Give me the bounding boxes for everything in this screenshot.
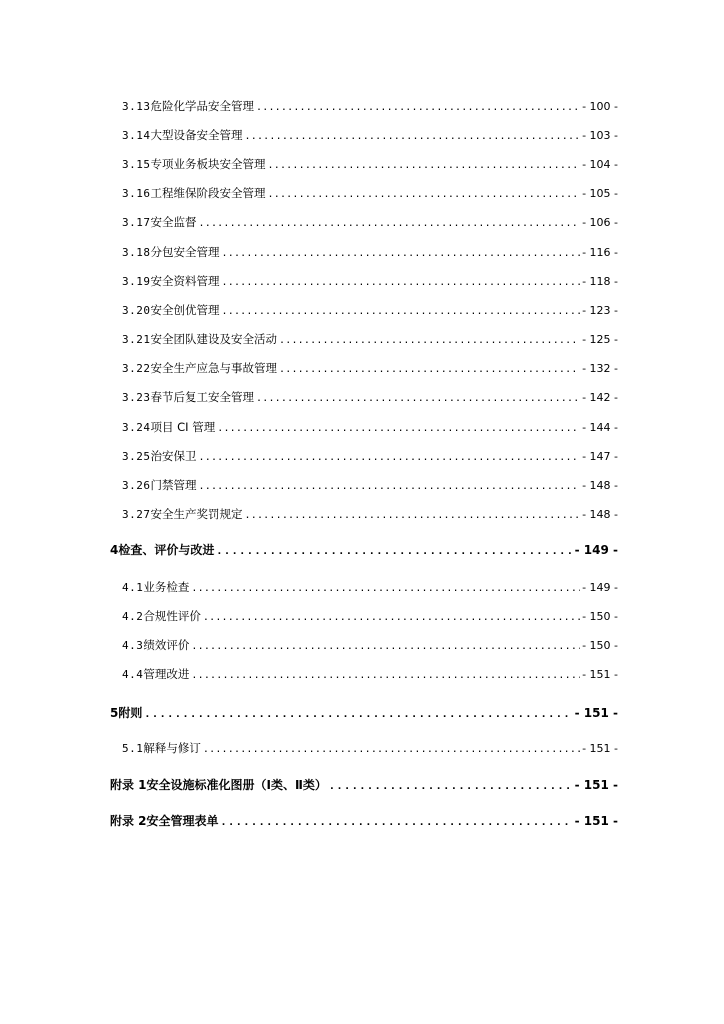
toc-entry-4-3[interactable]	[122, 637, 618, 655]
toc-entry-number: 3.13	[122, 100, 151, 113]
toc-entry-page: - 144 -	[582, 421, 618, 434]
toc-entry-title: 春节后复工安全管理	[150, 390, 254, 404]
toc-entry-number: 4.1	[122, 581, 144, 594]
dot-leader	[221, 815, 573, 831]
toc-entry-3-16[interactable]	[122, 185, 618, 203]
toc-chapter-number: 4	[110, 543, 119, 557]
toc-appendix-title: 安全设施标准化图册（Ⅰ类、Ⅱ类）	[146, 778, 327, 792]
toc-entry-3-14[interactable]	[122, 127, 618, 145]
toc-appendix-page: - 151 -	[574, 814, 618, 828]
toc-entry-title: 危险化学品安全管理	[150, 99, 254, 113]
toc-entry-number: 3.18	[122, 246, 151, 259]
toc-entry-page: - 116 -	[582, 246, 618, 259]
dot-leader	[222, 304, 581, 320]
dot-leader	[203, 610, 580, 626]
toc-entry-title: 绩效评价	[143, 638, 190, 652]
toc-appendix-title: 安全管理表单	[146, 814, 219, 828]
toc-entry-4-2[interactable]	[122, 608, 618, 626]
toc-entry-page: - 104 -	[582, 158, 618, 171]
toc-entry-number: 3.23	[122, 391, 151, 404]
toc-entry-title: 安全创优管理	[150, 303, 220, 317]
dot-leader	[268, 158, 581, 174]
toc-entry-page: - 103 -	[582, 129, 618, 142]
toc-entry-page: - 125 -	[582, 333, 618, 346]
dot-leader	[203, 742, 580, 758]
toc-entry-page: - 100 -	[582, 100, 618, 113]
toc-entry-title: 安全资料管理	[150, 274, 220, 288]
toc-appendix-2[interactable]	[110, 813, 618, 831]
toc-entry-page: - 151 -	[582, 668, 618, 681]
toc-entry-number: 3.24	[122, 421, 151, 434]
toc-entry-3-25[interactable]	[122, 448, 618, 466]
toc-entry-3-22[interactable]	[122, 360, 618, 378]
toc-chapter-page: - 149 -	[574, 543, 618, 557]
toc-entry-title: 安全团队建设及安全活动	[150, 332, 277, 346]
toc-entry-number: 4.3	[122, 639, 144, 652]
toc-entry-title: 业务检查	[143, 580, 190, 594]
toc-entry-number: 3.16	[122, 187, 151, 200]
toc-entry-3-15[interactable]	[122, 156, 618, 174]
toc-entry-4-1[interactable]	[122, 579, 618, 597]
toc-entry-title: 安全监督	[150, 215, 197, 229]
dot-leader	[191, 668, 580, 684]
toc-entry-page: - 106 -	[582, 216, 618, 229]
toc-entry-number: 3.27	[122, 508, 151, 521]
toc-entry-title: 管理改进	[143, 667, 190, 681]
toc-entry-3-13[interactable]	[122, 98, 618, 116]
dot-leader	[199, 216, 581, 232]
toc-entry-number: 5.1	[122, 742, 144, 755]
toc-entry-page: - 150 -	[582, 610, 618, 623]
dot-leader	[216, 544, 572, 560]
dot-leader	[329, 779, 573, 795]
toc-entry-page: - 142 -	[582, 391, 618, 404]
toc-entry-title: 门禁管理	[150, 478, 197, 492]
toc-entry-page: - 148 -	[582, 479, 618, 492]
dot-leader	[279, 333, 580, 349]
toc-chapter-4[interactable]	[110, 542, 618, 560]
toc-entry-page: - 105 -	[582, 187, 618, 200]
toc-entry-3-27[interactable]	[122, 506, 618, 524]
toc-entry-number: 4.2	[122, 610, 144, 623]
dot-leader	[217, 421, 580, 437]
toc-entry-title: 安全生产应急与事故管理	[150, 361, 277, 375]
toc-entry-3-24[interactable]	[122, 419, 618, 437]
toc-entry-number: 3.25	[122, 450, 151, 463]
toc-entry-title: 工程维保阶段安全管理	[150, 186, 266, 200]
dot-leader	[144, 707, 572, 723]
dot-leader	[245, 508, 581, 524]
toc-entry-number: 3.17	[122, 216, 151, 229]
toc-entry-3-21[interactable]	[122, 331, 618, 349]
dot-leader	[199, 450, 581, 466]
toc-entry-page: - 118 -	[582, 275, 618, 288]
toc-entry-page: - 147 -	[582, 450, 618, 463]
toc-entry-number: 3.19	[122, 275, 151, 288]
toc-entry-5-1[interactable]	[122, 740, 618, 758]
toc-entry-3-26[interactable]	[122, 477, 618, 495]
toc-appendix-number: 附录 2	[110, 814, 147, 828]
toc-appendix-1[interactable]	[110, 777, 618, 795]
dot-leader	[256, 391, 580, 407]
toc-entry-number: 3.21	[122, 333, 151, 346]
toc-chapter-title: 检查、评价与改进	[118, 543, 215, 557]
toc-entry-3-23[interactable]	[122, 389, 618, 407]
toc-entry-3-19[interactable]	[122, 273, 618, 291]
toc-entry-title: 分包安全管理	[150, 245, 220, 259]
toc-entry-number: 3.14	[122, 129, 151, 142]
dot-leader	[191, 639, 580, 655]
toc-entry-page: - 151 -	[582, 742, 618, 755]
toc-entry-page: - 123 -	[582, 304, 618, 317]
dot-leader	[222, 246, 581, 262]
dot-leader	[256, 100, 580, 116]
toc-chapter-number: 5	[110, 706, 119, 720]
toc-entry-number: 3.26	[122, 479, 151, 492]
toc-entry-number: 3.22	[122, 362, 151, 375]
toc-entry-title: 治安保卫	[150, 449, 197, 463]
dot-leader	[279, 362, 580, 378]
toc-entry-3-20[interactable]	[122, 302, 618, 320]
toc-chapter-page: - 151 -	[574, 706, 618, 720]
dot-leader	[222, 275, 581, 291]
toc-entry-number: 3.15	[122, 158, 151, 171]
dot-leader	[245, 129, 581, 145]
toc-entry-number: 4.4	[122, 668, 144, 681]
dot-leader	[199, 479, 581, 495]
toc-entry-title: 解释与修订	[143, 741, 201, 755]
toc-entry-title: 项目 CI 管理	[150, 420, 216, 434]
toc-entry-title: 安全生产奖罚规定	[150, 507, 243, 521]
toc-entry-page: - 150 -	[582, 639, 618, 652]
toc-entry-page: - 132 -	[582, 362, 618, 375]
toc-entry-title: 大型设备安全管理	[150, 128, 243, 142]
toc-entry-number: 3.20	[122, 304, 151, 317]
toc-entry-page: - 149 -	[582, 581, 618, 594]
toc-entry-3-17[interactable]	[122, 214, 618, 232]
toc-chapter-5[interactable]	[110, 705, 618, 723]
toc-entry-page: - 148 -	[582, 508, 618, 521]
toc-appendix-page: - 151 -	[574, 778, 618, 792]
toc-entry-title: 专项业务板块安全管理	[150, 157, 266, 171]
toc-entry-4-4[interactable]	[122, 666, 618, 684]
toc-entry-3-18[interactable]	[122, 244, 618, 262]
dot-leader	[268, 187, 581, 203]
toc-entry-title: 合规性评价	[143, 609, 201, 623]
dot-leader	[191, 581, 580, 597]
toc-appendix-number: 附录 1	[110, 778, 147, 792]
toc-chapter-title: 附则	[118, 706, 143, 720]
